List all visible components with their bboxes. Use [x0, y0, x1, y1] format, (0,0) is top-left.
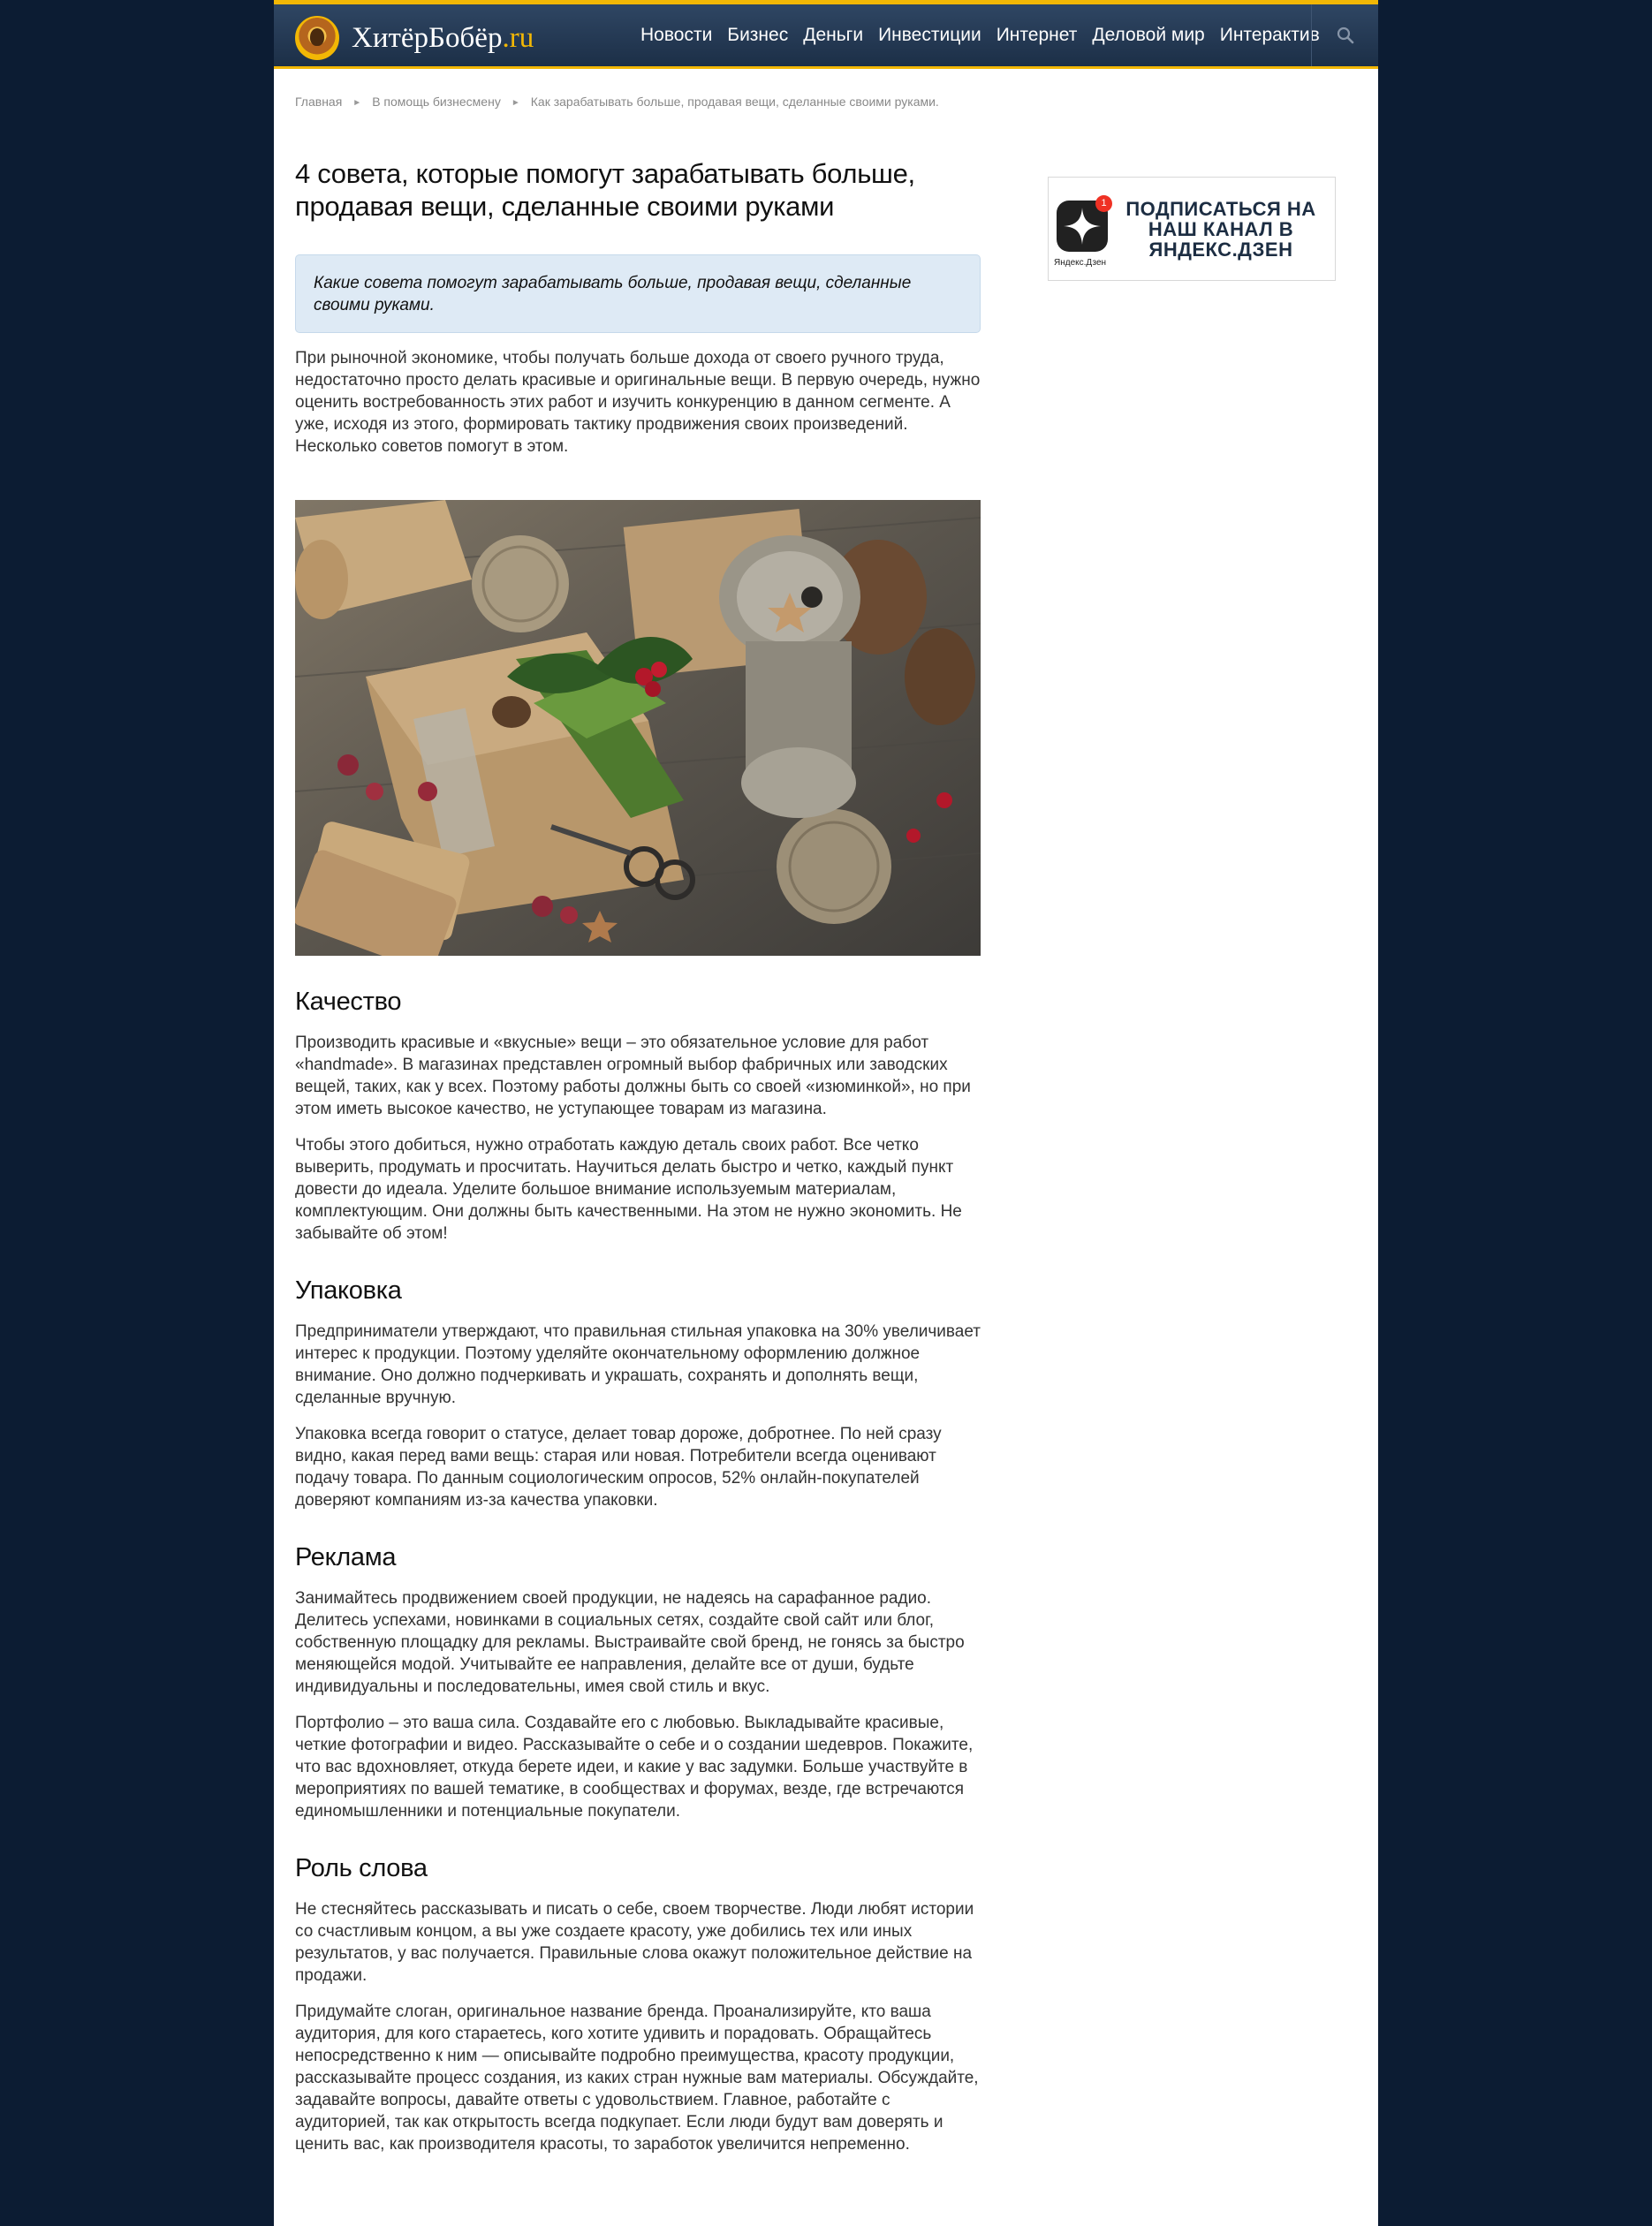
nav-item-news[interactable]: Новости: [640, 25, 713, 45]
section-paragraph: Чтобы этого добиться, нужно отработать каждую деталь своих работ. Все четко выверить, продумать и просчитать. Научиться делать быстро и четко, каждый пункт довести до идеала. Уделите большое внимание используемым материалам, комплектующим. Они должны быть качественными. На этом не нужно экономить. Не забывайте об этом!: [295, 1136, 962, 1243]
logo-suffix: .ru: [502, 21, 534, 54]
section-heading-packaging: Упаковка: [295, 1276, 402, 1305]
zen-caption: Яндекс.Дзен: [1054, 258, 1107, 268]
section-heading-quality: Качество: [295, 988, 402, 1016]
section-paragraph: Упаковка всегда говорит о статусе, делает товар дороже, добротнее. По ней сразу видно, какая перед вами вещь: старая или новая. Потребители всегда оценивают подачу товара. По данным социологическим опросов, 52% онлайн-покупателей доверяют компаниям из-за качества упаковки.: [295, 1425, 942, 1510]
section-paragraph: Занимайтесь продвижением своей продукции, не надеясь на сарафанное радио. Делитесь успехами, новинками в социальных сетях, создайте свой сайт или блог, собственную площадку для рекламы. Выстраивайте свой бренд, не гонясь за быстро меняющейся модой. Учитывайте ее направления, делайте все от души, будьте индивидуальны и последовательны, имея свой стиль и вкус.: [295, 1589, 965, 1696]
section-paragraph: Производить красивые и «вкусные» вещи – это обязательное условие для работ «handmade». В магазинах представлен огромный выбор фабричных или заводских вещей, таких, как у всех. Поэтому работы должны быть со своей «изюминкой», но при этом иметь высокое качество, не уступающее товарам из магазина.: [295, 1034, 971, 1118]
nav-item-money[interactable]: Деньги: [803, 25, 864, 45]
breadcrumb-arrow-icon: ►: [511, 98, 520, 108]
article-title: 4 совета, которые помогут зарабатывать больше, продавая вещи, сделанные своими руками: [295, 158, 915, 222]
yandex-zen-subscribe-banner[interactable]: [1048, 177, 1336, 281]
nav-item-investments[interactable]: Инвестиции: [878, 25, 981, 45]
breadcrumb-arrow-icon: ►: [352, 98, 362, 108]
breadcrumb-home[interactable]: Главная: [295, 95, 343, 109]
logo-main: ХитёрБобёр: [352, 21, 503, 54]
article-image: [295, 500, 981, 956]
section-paragraph: Придумайте слоган, оригинальное название бренда. Проанализируйте, кто ваша аудитория, для кого стараетесь, кого хотите удивить и порадовать. Обращайтесь непосредственно к ним — описывайте подробно преимущества, красоту продукции, рассказывайте процесс создания, из каких стран нужные вам материалы. Обсуждайте, задавайте вопросы, давайте ответы с удовольствием. Главное, работайте с аудиторией, так как открытость всегда подкупает. Если люди будут вам доверять и ценить вас, как производителя красоты, то заработок увеличится непременно.: [295, 2003, 979, 2154]
section-heading-word-role: Роль слова: [295, 1854, 428, 1882]
breadcrumb-category[interactable]: В помощь бизнесмену: [372, 95, 501, 109]
logo-text: [352, 22, 534, 55]
main-nav: [640, 4, 1335, 66]
nav-item-interactive[interactable]: Интерактив: [1219, 25, 1320, 45]
article-lead: Какие совета помогут зарабатывать больше, продавая вещи, сделанные своими руками.: [295, 254, 981, 333]
breadcrumb: [295, 88, 949, 117]
section-paragraph: Предприниматели утверждают, что правильная стильная упаковка на 30% увеличивает интерес к продукции. Поэтому уделяйте окончательному оформлению должное внимание. Оно должно подчеркивать и украшать, сохранять и дополнять вещи, сделанные вручную.: [295, 1322, 981, 1407]
site-logo[interactable]: [295, 13, 534, 63]
zen-subscribe-text: ПОДПИСАТЬСЯ НА НАШ КАНАЛ В ЯНДЕКС.ДЗЕН: [1125, 198, 1316, 261]
section-paragraph: Не стесняйтесь рассказывать и писать о себе, своем творчестве. Люди любят истории со счастливым концом, а вы уже создаете красоту, уже добились тех или иных результатов, у вас получается. Правильные слова окажут положительное действие на продажи.: [295, 1900, 974, 1985]
article: [295, 157, 981, 2155]
search-icon: [1337, 26, 1354, 44]
breadcrumb-current: Как зарабатывать больше, продавая вещи, сделанные своими руками.: [530, 95, 939, 109]
beaver-logo-icon: [295, 16, 339, 60]
nav-item-business[interactable]: Бизнес: [727, 25, 789, 45]
craft-gifts-illustration: [295, 500, 981, 956]
section-paragraph: Портфолио – это ваша сила. Создавайте его с любовью. Выкладывайте красивые, четкие фотографии и видео. Рассказывайте о себе и о создании шедевров. Покажите, что вас вдохновляет, откуда берете идеи, и какие у вас задумки. Больше участвуйте в мероприятиях по вашей тематике, в сообществах и форумах, везде, где встречаются единомышленники и потенциальные покупатели.: [295, 1714, 974, 1821]
notification-badge: 1: [1095, 195, 1112, 212]
search-button[interactable]: [1311, 4, 1378, 66]
article-intro: При рыночной экономике, чтобы получать больше дохода от своего ручного труда, недостаточно просто делать красивые и оригинальные вещи. В первую очередь, нужно оценить востребованность этих работ и изучить конкуренцию в данном сегменте. А уже, исходя из этого, формировать тактику продвижения своих произведений. Несколько советов помогут в этом.: [295, 349, 981, 456]
section-heading-advertising: Реклама: [295, 1543, 397, 1571]
page: [274, 0, 1378, 2226]
nav-item-internet[interactable]: Интернет: [996, 25, 1078, 45]
site-header: [274, 0, 1378, 69]
nav-item-business-world[interactable]: Деловой мир: [1092, 25, 1205, 45]
